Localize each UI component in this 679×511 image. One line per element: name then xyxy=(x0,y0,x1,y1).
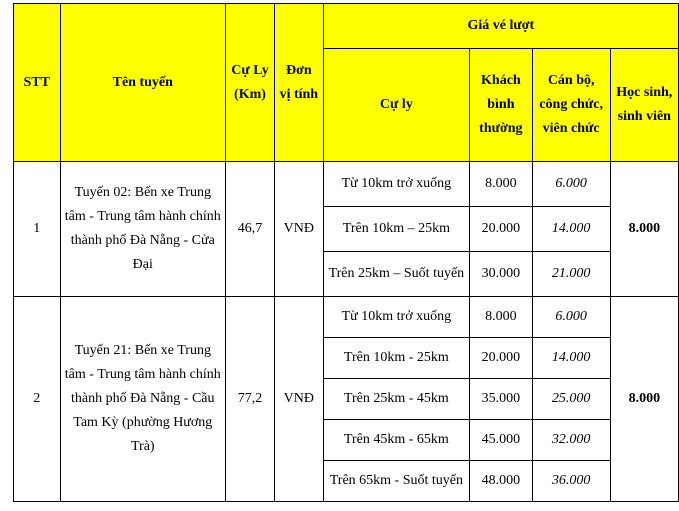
regular-fare-cell: 20.000 xyxy=(470,207,533,252)
officials-fare-cell: 36.000 xyxy=(532,461,610,502)
regular-fare-cell: 48.000 xyxy=(470,461,533,502)
header-unit: Đơn vị tính xyxy=(274,4,323,162)
route-name-cell: Tuyến 02: Bến xe Trung tâm - Trung tâm hành chính thành phố Đà Nẵng - Cửa Đại xyxy=(60,162,226,297)
regular-fare-cell: 45.000 xyxy=(470,420,533,461)
header-stt: STT xyxy=(14,4,61,162)
unit-cell: VNĐ xyxy=(274,162,323,297)
header-officials: Cán bộ, công chức, viên chức xyxy=(532,49,610,162)
officials-fare-cell: 6.000 xyxy=(532,297,610,338)
officials-fare-cell: 21.000 xyxy=(532,252,610,297)
table-row xyxy=(14,297,679,338)
unit-cell: VNĐ xyxy=(274,297,323,502)
range-cell: Trên 25km - 45km xyxy=(323,379,469,420)
route-name-cell: Tuyến 21: Bến xe Trung tâm - Trung tâm hành chính thành phố Đà Nẵng - Cầu Tam Kỳ (phường Hương Trà) xyxy=(60,297,226,502)
range-cell: Trên 45km - 65km xyxy=(323,420,469,461)
officials-fare-cell: 14.000 xyxy=(532,338,610,379)
range-cell: Trên 25km – Suốt tuyến xyxy=(323,252,469,297)
header-students: Học sinh, sinh viên xyxy=(610,49,678,162)
stt-cell: 1 xyxy=(14,162,61,297)
range-cell: Từ 10km trở xuống xyxy=(323,297,469,338)
regular-fare-cell: 8.000 xyxy=(470,162,533,207)
range-cell: Từ 10km trở xuống xyxy=(323,162,469,207)
officials-fare-cell: 32.000 xyxy=(532,420,610,461)
fare-table xyxy=(13,3,679,502)
table-row xyxy=(14,162,679,207)
regular-fare-cell: 8.000 xyxy=(470,297,533,338)
regular-fare-cell: 20.000 xyxy=(470,338,533,379)
header-distance: Cự Ly (Km) xyxy=(226,4,275,162)
distance-cell: 46,7 xyxy=(226,162,275,297)
distance-cell: 77,2 xyxy=(226,297,275,502)
officials-fare-cell: 14.000 xyxy=(532,207,610,252)
range-cell: Trên 10km - 25km xyxy=(323,338,469,379)
officials-fare-cell: 6.000 xyxy=(532,162,610,207)
stt-cell: 2 xyxy=(14,297,61,502)
regular-fare-cell: 35.000 xyxy=(470,379,533,420)
range-cell: Trên 10km – 25km xyxy=(323,207,469,252)
header-regular: Khách bình thường xyxy=(470,49,533,162)
regular-fare-cell: 30.000 xyxy=(470,252,533,297)
student-fare-cell: 8.000 xyxy=(610,162,678,297)
header-fare-group: Giá vé lượt xyxy=(323,4,678,49)
range-cell: Trên 65km - Suốt tuyến xyxy=(323,461,469,502)
header-distance-range: Cự ly xyxy=(323,49,469,162)
officials-fare-cell: 25.000 xyxy=(532,379,610,420)
header-route-name: Tên tuyến xyxy=(60,4,226,162)
student-fare-cell: 8.000 xyxy=(610,297,678,502)
